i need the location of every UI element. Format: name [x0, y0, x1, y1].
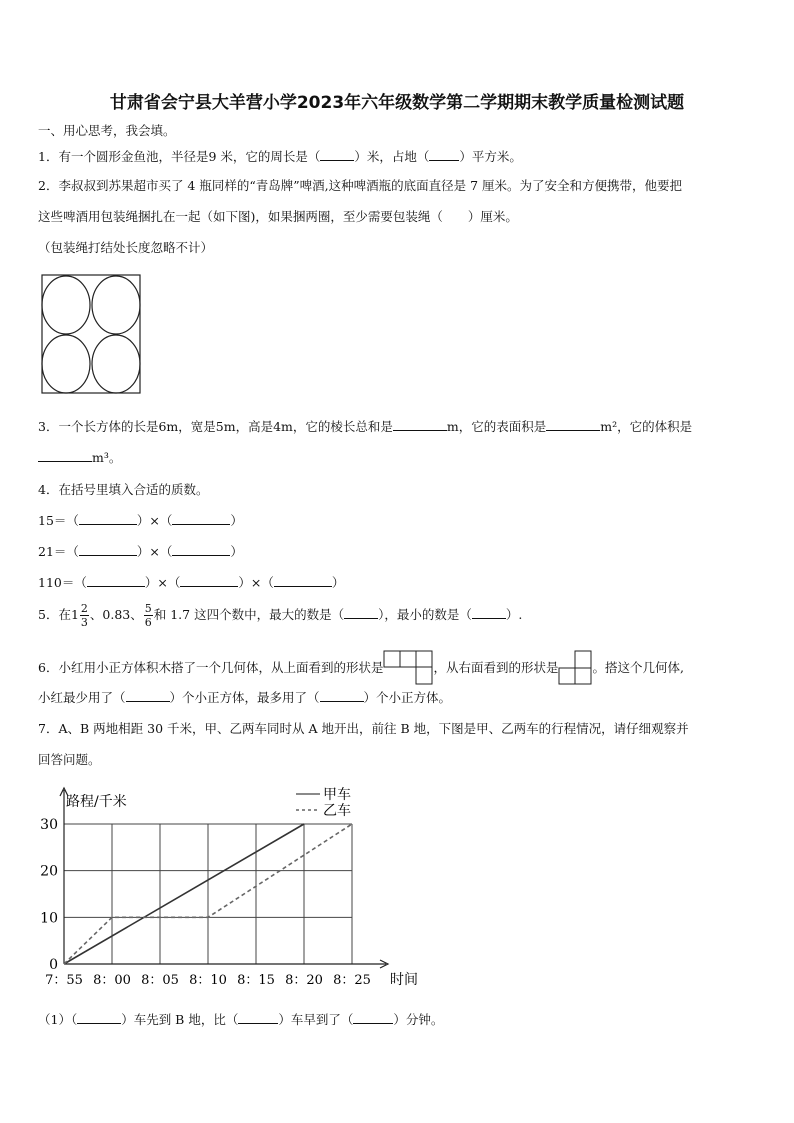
q7-text-c: ）车早到了（	[278, 1012, 354, 1027]
q5-text-a: 5．在	[38, 607, 71, 622]
q4-row3-blank-3[interactable]	[274, 574, 332, 587]
q6-text-f: ）个小正方体。	[363, 690, 452, 705]
q5-text-d: ），最小的数是（	[378, 607, 472, 622]
q5-frac2-num: 5	[144, 602, 152, 615]
q6-blank-max[interactable]	[320, 689, 364, 702]
q5-blank-max[interactable]	[344, 606, 378, 619]
question-6	[38, 650, 684, 686]
q4-row-1	[38, 511, 243, 529]
bottle-top-left	[42, 276, 90, 334]
q4-row-3	[38, 573, 344, 591]
top-view-cell	[416, 651, 432, 667]
q4-row1-times: ）×（	[136, 513, 173, 528]
q6-text-e: ）个小正方体，最多用了（	[169, 690, 320, 705]
chart-legend	[296, 787, 351, 819]
section-heading: 一、用心思考，我会填。	[38, 123, 176, 138]
q7-blank-minutes[interactable]	[353, 1011, 393, 1024]
q7-subquestion-1	[38, 1010, 443, 1028]
q1-blank-area[interactable]	[429, 148, 459, 161]
y-tick-label: 20	[40, 863, 58, 880]
question-6-cont	[38, 688, 451, 706]
q1-blank-circumference[interactable]	[320, 148, 354, 161]
q4-row1-blank-2[interactable]	[172, 512, 230, 525]
legend-label: 甲车	[323, 787, 351, 803]
q4-row2-end: ）	[230, 544, 243, 559]
q5-text-e: ）.	[505, 607, 523, 622]
y-axis-title: 路程/千米	[66, 794, 127, 810]
question-1	[38, 147, 522, 165]
legend-label: 乙车	[323, 803, 351, 819]
q3-blank-edge-sum[interactable]	[393, 418, 447, 431]
page-title: 甘肃省会宁县大羊营小学2023年六年级数学第二学期期末教学质量检测试题	[109, 93, 685, 113]
question-3	[38, 417, 692, 435]
q4-row2-times: ）×（	[136, 544, 173, 559]
q4-row3-times-2: ）×（	[238, 575, 274, 590]
q7-line-2: 回答问题。	[38, 752, 101, 767]
q4-row3-lhs: 110＝（	[38, 575, 87, 590]
q2-note: （包装绳打结处长度忽略不计）	[38, 240, 214, 255]
top-view-cell	[416, 667, 432, 684]
y-tick-label: 30	[40, 817, 58, 833]
x-tick-label: 7：55	[45, 973, 83, 988]
bottle-bottom-right	[92, 335, 140, 393]
q5-fraction-2	[144, 602, 153, 629]
q5-fraction-1	[80, 602, 89, 629]
q4-row3-times-1: ）×（	[144, 575, 181, 590]
q5-mixed-whole: 1	[70, 607, 79, 622]
q7-line-1: 7．A、B 两地相距 30 千米，甲、乙两车同时从 A 地开出，前往 B 地，下图是甲、乙两车的行程情况，请仔细观察并	[38, 721, 689, 736]
x-tick-label: 8：10	[189, 973, 227, 988]
question-3-cont	[38, 448, 121, 466]
right-view-cell	[575, 651, 591, 668]
q6-text-b: ，从右面看到的形状是	[433, 660, 559, 675]
q4-row1-end: ）	[230, 513, 243, 528]
question-2	[38, 170, 758, 263]
travel-chart	[30, 784, 440, 994]
q4-row-2	[38, 542, 243, 560]
right-view-shape	[558, 650, 592, 686]
q3-text-a: 3．一个长方体的长是6m，宽是5m，高是4m，它的棱长总和是	[38, 419, 393, 434]
q7-text-b: ）车先到 B 地，比（	[121, 1012, 239, 1027]
bottle-bottom-left	[42, 335, 90, 393]
x-axis-title: 时间	[390, 972, 418, 988]
y-tick-label: 10	[40, 910, 58, 927]
q2-line-1: 2．李叔叔到苏果超市买了 4 瓶同样的“青岛牌”啤酒,这种啤酒瓶的底面直径是 7 厘米。为了安全和方便携带，他要把	[38, 178, 683, 193]
q4-row2-blank-2[interactable]	[172, 543, 230, 556]
q6-text-c: 。搭这个几何体,	[592, 660, 684, 675]
right-view-cell	[559, 668, 575, 684]
series-line-jia	[64, 824, 304, 964]
q3-text-d: m³。	[92, 450, 122, 465]
q6-text-a: 6．小红用小正方体积木搭了一个几何体，从上面看到的形状是	[38, 660, 384, 675]
q5-text-c: 和 1.7 这四个数中，最大的数是（	[153, 607, 345, 622]
y-tick-label: 0	[49, 957, 58, 973]
q4-heading: 4．在括号里填入合适的质数。	[38, 482, 209, 497]
q5-blank-min[interactable]	[472, 606, 506, 619]
question-5	[38, 600, 522, 630]
q4-row2-lhs: 21＝（	[38, 544, 79, 559]
rope-outline	[42, 275, 140, 393]
x-tick-label: 8：00	[93, 973, 131, 988]
q1-text-c: ）平方米。	[459, 149, 522, 164]
chart-ticks	[40, 817, 371, 988]
q4-row3-end: ）	[331, 575, 345, 590]
q3-blank-volume[interactable]	[38, 449, 92, 462]
q7-text-d: ）分钟。	[393, 1012, 444, 1027]
q7-blank-first-car[interactable]	[77, 1011, 121, 1024]
x-tick-label: 8：20	[285, 973, 323, 988]
q4-row2-blank-1[interactable]	[79, 543, 137, 556]
top-view-cell	[384, 651, 400, 667]
q1-text-b: ）米，占地（	[354, 149, 430, 164]
q2-line-2: 这些啤酒用包装绳捆扎在一起（如下图)，如果捆两圈，至少需要包装绳（ ）厘米。	[38, 209, 518, 224]
q3-blank-surface[interactable]	[546, 418, 600, 431]
q1-text-a: 1．有一个圆形金鱼池，半径是9 米，它的周长是（	[38, 149, 321, 164]
q5-frac2-den: 6	[144, 616, 152, 629]
bottle-top-right	[92, 276, 140, 334]
q5-text-b: 、0.83、	[89, 607, 143, 622]
right-view-cell	[575, 668, 591, 684]
q5-frac1-num: 2	[80, 602, 88, 615]
q4-row1-blank-1[interactable]	[79, 512, 137, 525]
bottles-figure	[38, 272, 148, 396]
q3-text-c: m²，它的体积是	[600, 419, 693, 434]
q4-row1-lhs: 15＝（	[38, 513, 79, 528]
q7-blank-second-car[interactable]	[238, 1011, 278, 1024]
x-tick-label: 8：25	[333, 973, 371, 988]
q3-text-b: m，它的表面积是	[446, 419, 547, 434]
top-view-shape	[383, 650, 433, 686]
top-view-cell	[400, 651, 416, 667]
x-tick-label: 8：15	[237, 973, 275, 988]
q5-frac1-den: 3	[80, 616, 88, 629]
q7-text-a: （1）（	[38, 1012, 78, 1027]
x-tick-label: 8：05	[141, 973, 179, 988]
q6-blank-min[interactable]	[126, 689, 170, 702]
q6-text-d: 小红最少用了（	[38, 690, 126, 705]
q4-row3-blank-2[interactable]	[180, 574, 238, 587]
q4-row3-blank-1[interactable]	[87, 574, 145, 587]
